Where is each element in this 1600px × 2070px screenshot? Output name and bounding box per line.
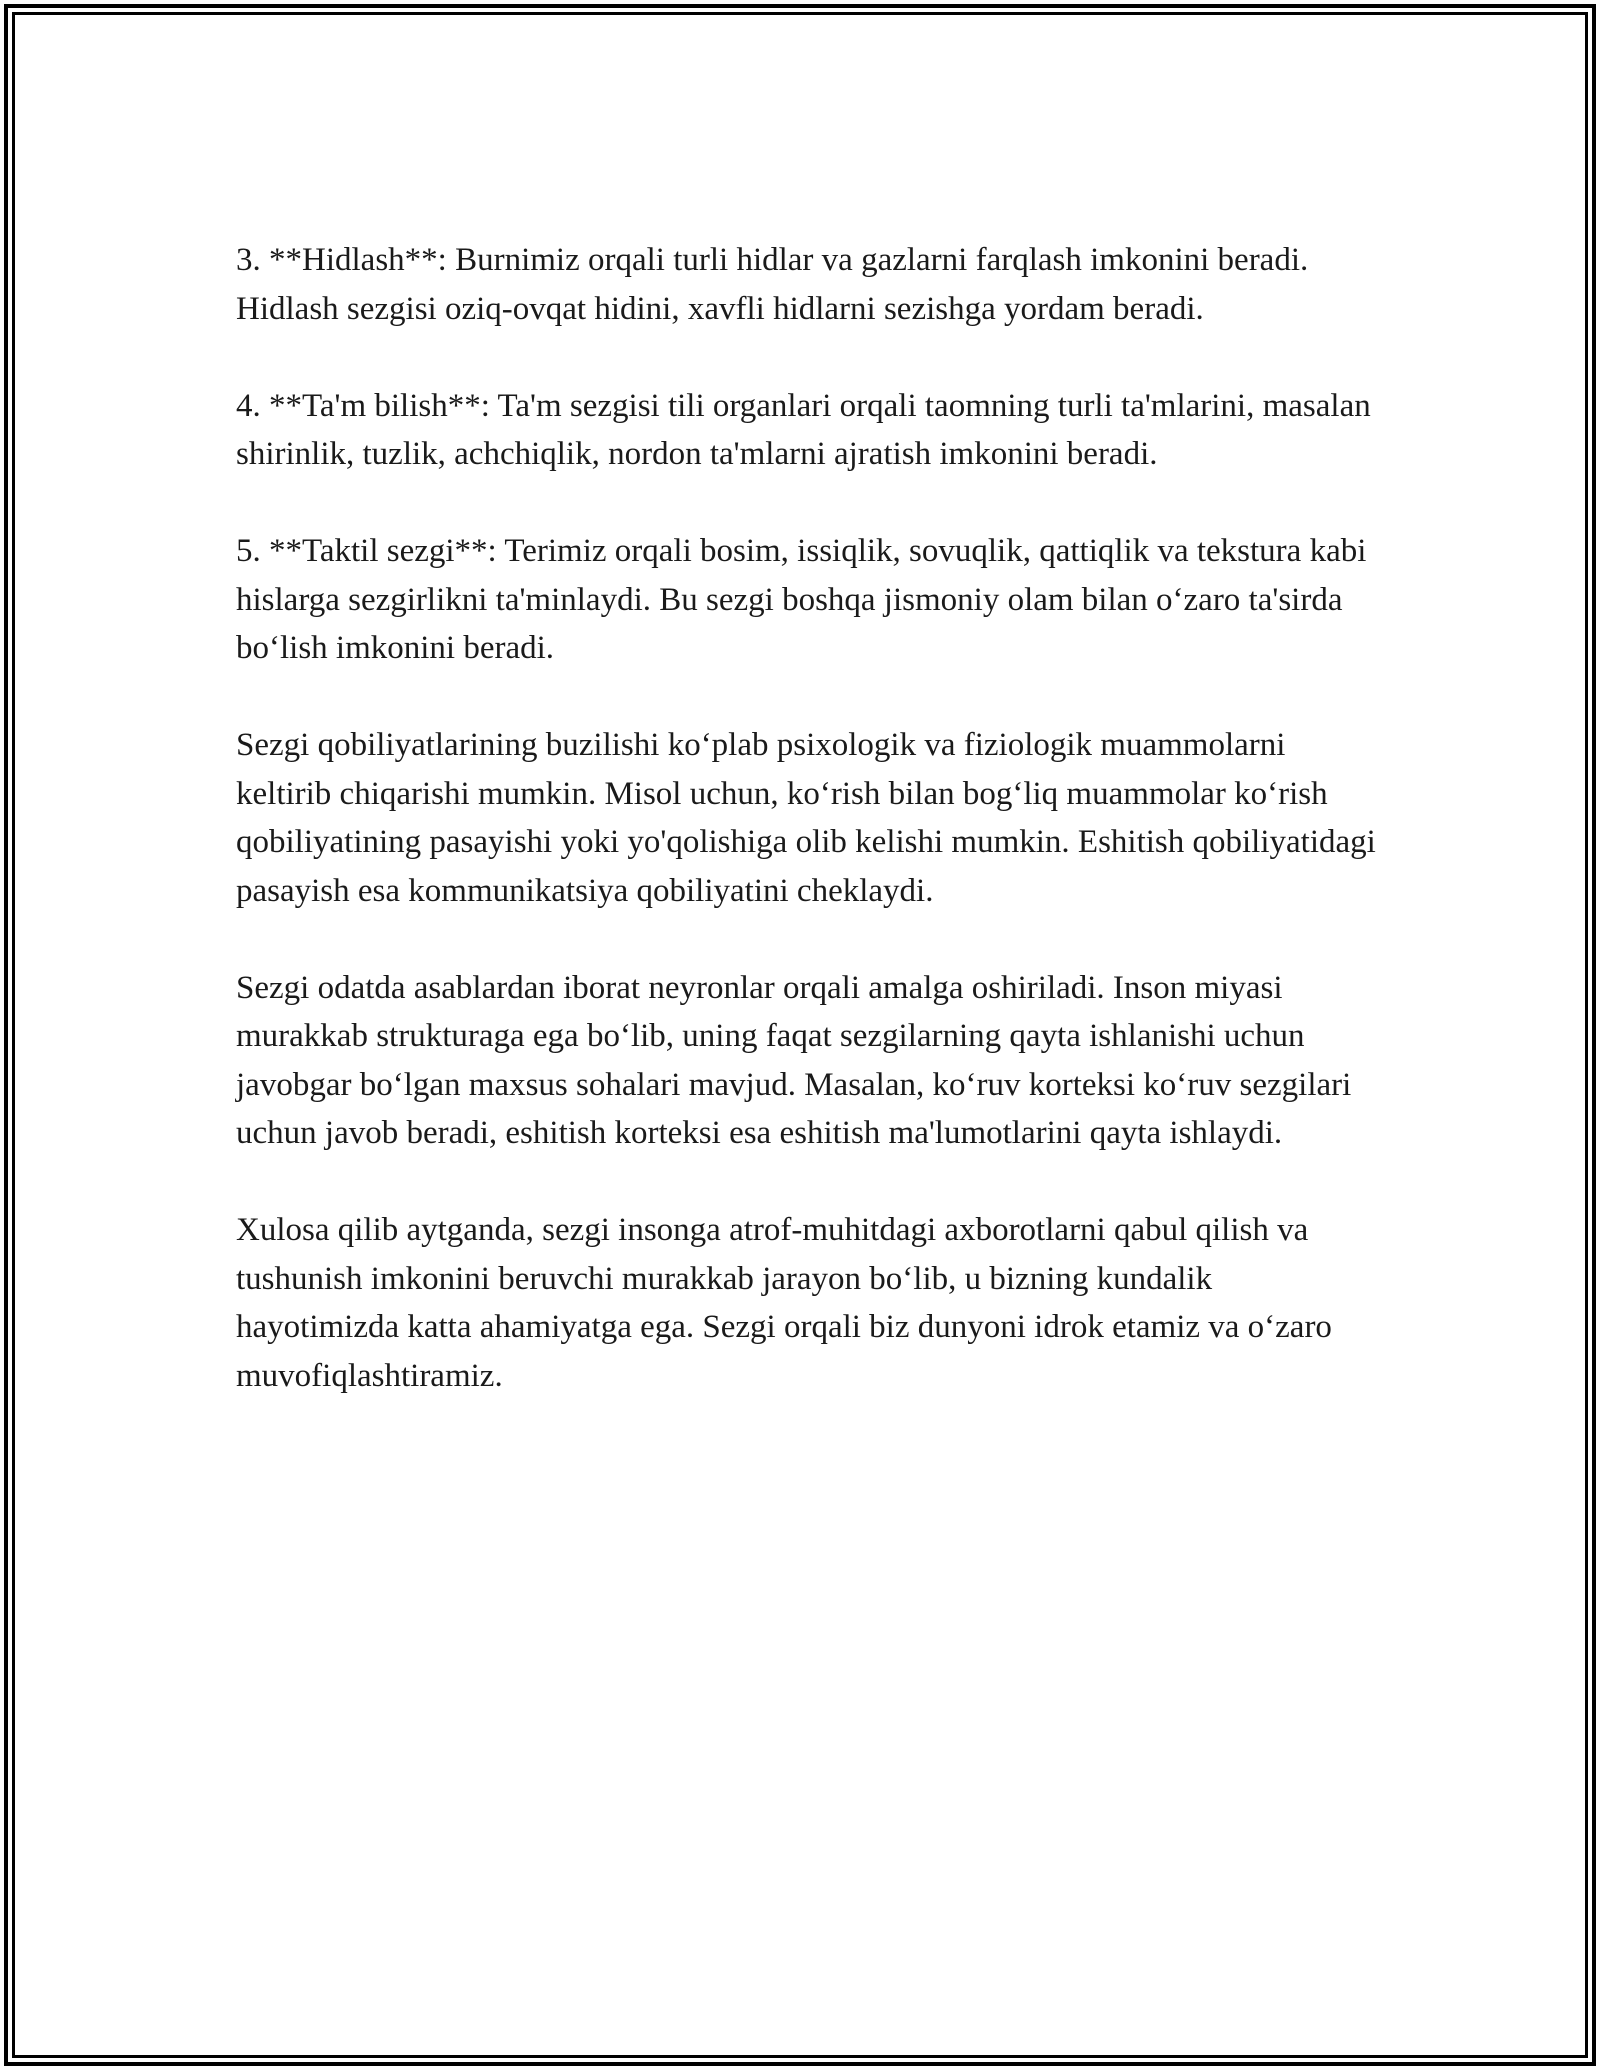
paragraph-xulosa: Xulosa qilib aytganda, sezgi insonga atrof-muhitdagi axborotlarni qabul qilish va tushunish imkonini beruvchi murakkab jarayon bo‘lib, u bizning kundalik hayotimizda katta ahamiyatga ega. Sezgi orqali biz dunyoni idrok etamiz va o‘zaro muvofiqlashtiramiz.	[236, 1212, 1332, 1394]
paragraph-tam-bilish: 4. **Ta'm bilish**: Ta'm sezgisi tili organlari orqali taomning turli ta'mlarini, masalan shirinlik, tuzlik, achchiqlik, nordon ta'mlarni ajratish imkonini beradi.	[236, 387, 1371, 472]
paragraph-taktil-sezgi: 5. **Taktil sezgi**: Terimiz orqali bosim, issiqlik, sovuqlik, qattiqlik va tekstura kabi hislarga sezgirlikni ta'minlaydi. Bu sezgi boshqa jismoniy olam bilan o‘zaro ta'sirda bo‘lish imkonini beradi.	[236, 533, 1367, 666]
paragraph-neyronlar: Sezgi odatda asablardan iborat neyronlar orqali amalga oshiriladi. Inson miyasi murakkab strukturaga ega bo‘lib, uning faqat sezgilarning qayta ishlanishi uchun javobgar bo‘lgan maxsus sohalari mavjud. Masalan, ko‘ruv korteksi ko‘ruv sezgilari uchun javob beradi, eshitish korteksi esa eshitish ma'lumotlarini qayta ishlaydi.	[236, 969, 1352, 1151]
document-body	[236, 236, 1376, 1449]
paragraph-sezgi-buzilishi: Sezgi qobiliyatlarining buzilishi ko‘plab psixologik va fiziologik muammolarni keltirib chiqarishi mumkin. Misol uchun, ko‘rish bilan bog‘liq muammolar ko‘rish qobiliyatining pasayishi yoki yo'qolishiga olib kelishi mumkin. Eshitish qobiliyatidagi pasayish esa kommunikatsiya qobiliyatini cheklaydi.	[236, 727, 1376, 909]
paragraph-hidlash: 3. **Hidlash**: Burnimiz orqali turli hidlar va gazlarni farqlash imkonini beradi. Hidlash sezgisi oziq-ovqat hidini, xavfli hidlarni sezishga yordam beradi.	[236, 242, 1309, 327]
